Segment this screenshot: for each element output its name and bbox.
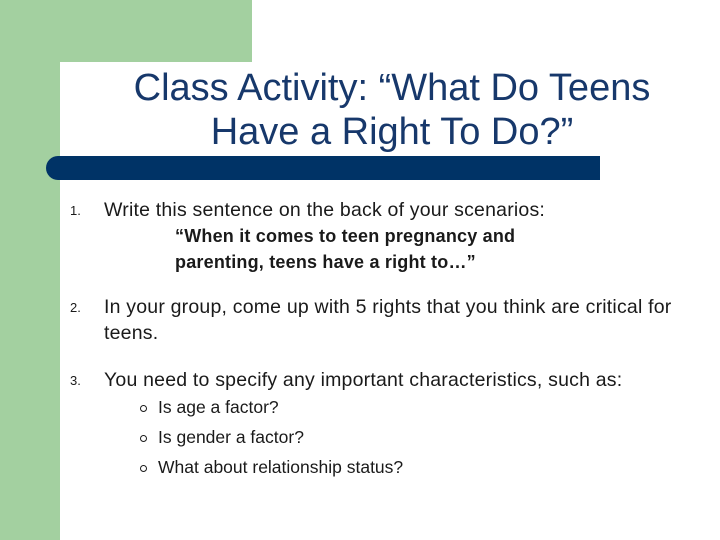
- sub-item-text: What about relationship status?: [158, 457, 404, 477]
- sub-list-item: [140, 396, 640, 426]
- slide-body: [60, 0, 720, 540]
- list-text-3: You need to specify any important characteristics, such as:: [104, 369, 623, 391]
- circle-bullet-icon: [140, 435, 147, 442]
- quote-line1: “When it comes to teen pregnancy and: [175, 226, 516, 246]
- slide-title-line1: Class Activity: “What Do Teens: [133, 67, 651, 109]
- list-number-2: 2.: [70, 300, 81, 315]
- list-number-1: 1.: [70, 203, 81, 218]
- quote-line2: parenting, teens have a right to…”: [175, 252, 476, 272]
- left-decor-strip: [0, 0, 60, 540]
- list-text-1-main: Write this sentence on the back of your scenarios:: [104, 199, 546, 221]
- sub-list: [140, 396, 640, 486]
- sub-list-item: [140, 456, 640, 486]
- list-text-2: In your group, come up with 5 rights that you think are critical for teens.: [104, 296, 672, 344]
- sub-item-text: Is gender a factor?: [158, 427, 304, 447]
- slide-title-line2: Have a Right To Do?”: [210, 111, 574, 153]
- circle-bullet-icon: [140, 465, 147, 472]
- sub-item-text: Is age a factor?: [158, 397, 279, 417]
- list-text-1: [104, 197, 700, 275]
- sub-list-item: [140, 426, 640, 456]
- list-number-3: 3.: [70, 373, 81, 388]
- circle-bullet-icon: [140, 405, 147, 412]
